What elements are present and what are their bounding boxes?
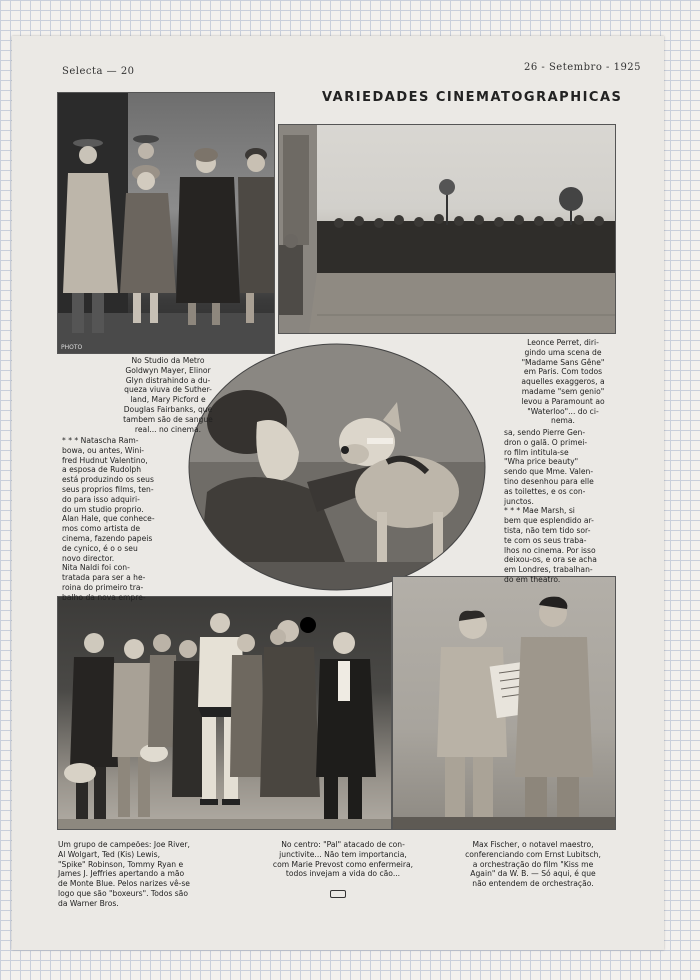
paragraph-line: tista, não tem tido sor- bbox=[504, 525, 591, 535]
paragraph-line: te com os seus traba- bbox=[504, 535, 587, 545]
paragraph-line: junctos. bbox=[504, 496, 534, 506]
caption-line: gindo uma scena de bbox=[524, 347, 602, 357]
pal-caption bbox=[250, 840, 436, 879]
paragraph-line: está produzindo os seus bbox=[62, 475, 154, 485]
section-title: VARIEDADES CINEMATOGRAPHICAS bbox=[322, 90, 623, 105]
paragraph-line: a esposa de Rudolph bbox=[62, 465, 142, 475]
paragraph-line: cinema, fazendo papeis bbox=[62, 533, 153, 543]
champions-figures bbox=[58, 597, 391, 829]
caption-line: queza viuva de Suther- bbox=[124, 385, 212, 395]
caption-line: a orchestração do film "Kiss me bbox=[472, 859, 594, 869]
photo-credit: PHOTO bbox=[61, 344, 83, 351]
paragraph-line: dron o galã. O primei- bbox=[504, 437, 588, 447]
caption-line: No centro: "Pal" atacado de con- bbox=[281, 840, 405, 849]
paragraph-line: "Wha price beauty" bbox=[504, 457, 579, 467]
caption-line: Um grupo de campeões: Joe River, bbox=[58, 840, 190, 849]
fischer-lubitsch-photo bbox=[392, 576, 616, 830]
caption-line: "Madame Sans Gêne" bbox=[521, 357, 605, 367]
caption-line: aquelles exaggeros, a bbox=[521, 377, 605, 387]
caption-line: No Studio da Metro bbox=[131, 356, 205, 365]
paragraph-line: * * * Natascha Ram- bbox=[62, 436, 139, 445]
fischer-caption bbox=[438, 840, 628, 889]
studio-photo-figures bbox=[58, 93, 274, 353]
paragraph-line: em Londres, trabalhan- bbox=[504, 565, 593, 575]
paragraph-line: do em theatro. bbox=[504, 574, 561, 584]
caption-line: tambem são de sangue bbox=[123, 414, 213, 424]
paragraph-line: sendo que Mme. Valen- bbox=[504, 467, 594, 477]
paragraph-line: tratada para ser a he- bbox=[62, 573, 146, 583]
studio-photo bbox=[57, 92, 275, 354]
paragraph-line: Nita Naldi foi con- bbox=[62, 563, 130, 573]
fischer-lubitsch-figures bbox=[393, 577, 615, 829]
paragraph-line: seus proprios films, ten- bbox=[62, 484, 154, 494]
caption-line: conferenciando com Ernst Lubitsch, bbox=[465, 849, 601, 859]
page-header-date: 26 - Setembro - 1925 bbox=[524, 62, 642, 73]
gendron-paragraph bbox=[504, 428, 624, 585]
caption-line: da Warner Bros. bbox=[58, 898, 119, 908]
paragraph-line: mos como artista de bbox=[62, 524, 141, 534]
page-header-publication: Selecta — 20 bbox=[62, 66, 135, 77]
natascha-paragraph bbox=[62, 436, 192, 603]
studio-caption bbox=[62, 356, 274, 434]
caption-line: Glyn distrahindo a du- bbox=[125, 375, 211, 385]
paragraph-line: * * * Mae Marsh, si bbox=[504, 506, 575, 516]
paragraph-line: bem que esplendido ar- bbox=[504, 516, 594, 526]
caption-line: "Waterloo"... do ci- bbox=[527, 406, 599, 416]
street-crowd-photo bbox=[278, 124, 616, 334]
caption-line: "Spike" Robinson, Tommy Ryan e bbox=[58, 859, 184, 869]
street-crowd-figures bbox=[279, 125, 615, 333]
paragraph-line: fred Hudnut Valentino, bbox=[62, 455, 148, 465]
perret-caption bbox=[504, 338, 622, 426]
paragraph-line: do para isso adquiri- bbox=[62, 494, 140, 504]
paragraph-line: balho da nova empre- bbox=[62, 592, 146, 602]
caption-line: nema. bbox=[551, 416, 575, 426]
caption-line: Leonce Perret, diri- bbox=[527, 338, 599, 347]
caption-line: em Paris. Com todos bbox=[523, 367, 603, 377]
caption-line: não entendem de orchestração. bbox=[472, 879, 594, 889]
caption-line: Max Fischer, o notavel maestro, bbox=[472, 840, 594, 849]
caption-line: James J. Jeffries apertando a mão bbox=[58, 869, 185, 879]
caption-line: de Monte Blue. Pelos narizes vê-se bbox=[58, 879, 190, 889]
champions-caption bbox=[58, 840, 248, 909]
paragraph-line: as toilettes, e os con- bbox=[504, 486, 586, 496]
paragraph-line: de cynico, é o o seu bbox=[62, 543, 138, 553]
caption-line: com Marie Prevost como enfermeira, bbox=[272, 859, 414, 869]
caption-line: Again" da W. B. — Só aqui, é que bbox=[470, 869, 596, 879]
caption-line: junctivite... Não tem importancia, bbox=[279, 849, 407, 859]
paragraph-line: novo director. bbox=[62, 553, 115, 563]
caption-line: madame "sem genio" bbox=[521, 386, 605, 396]
caption-line: levou a Paramount ao bbox=[521, 396, 605, 406]
paragraph-line: tino desenhou para elle bbox=[504, 476, 594, 486]
paragraph-line: lhos no cinema. Por isso bbox=[504, 545, 596, 555]
paragraph-line: deixou-os, e ora se acha bbox=[504, 555, 597, 565]
paragraph-line: Alan Hale, que conhece- bbox=[62, 514, 155, 524]
ornament-icon bbox=[330, 890, 346, 898]
paragraph-line: ro film intitula-se bbox=[504, 447, 569, 457]
paragraph-line: roina do primeiro tra- bbox=[62, 582, 144, 592]
paragraph-line: bowa, ou antes, Wini- bbox=[62, 445, 145, 455]
magazine-page bbox=[12, 36, 664, 950]
caption-line: real... no cinema. bbox=[134, 424, 202, 434]
caption-line: Douglas Fairbanks, que bbox=[123, 404, 213, 414]
caption-line: land, Mary Picford e bbox=[130, 395, 206, 405]
caption-line: Goldwyn Mayer, Elinor bbox=[125, 365, 211, 375]
caption-line: logo que são "boxeurs". Todos são bbox=[58, 888, 188, 898]
caption-line: todos invejam a vida do cão... bbox=[285, 869, 401, 879]
champions-group-photo bbox=[57, 596, 392, 830]
caption-line: Al Wolgart, Ted (Kis) Lewis, bbox=[58, 849, 161, 859]
paragraph-line: sa, sendo Pierre Gen- bbox=[504, 428, 586, 437]
paragraph-line: do um studio proprio. bbox=[62, 504, 144, 514]
